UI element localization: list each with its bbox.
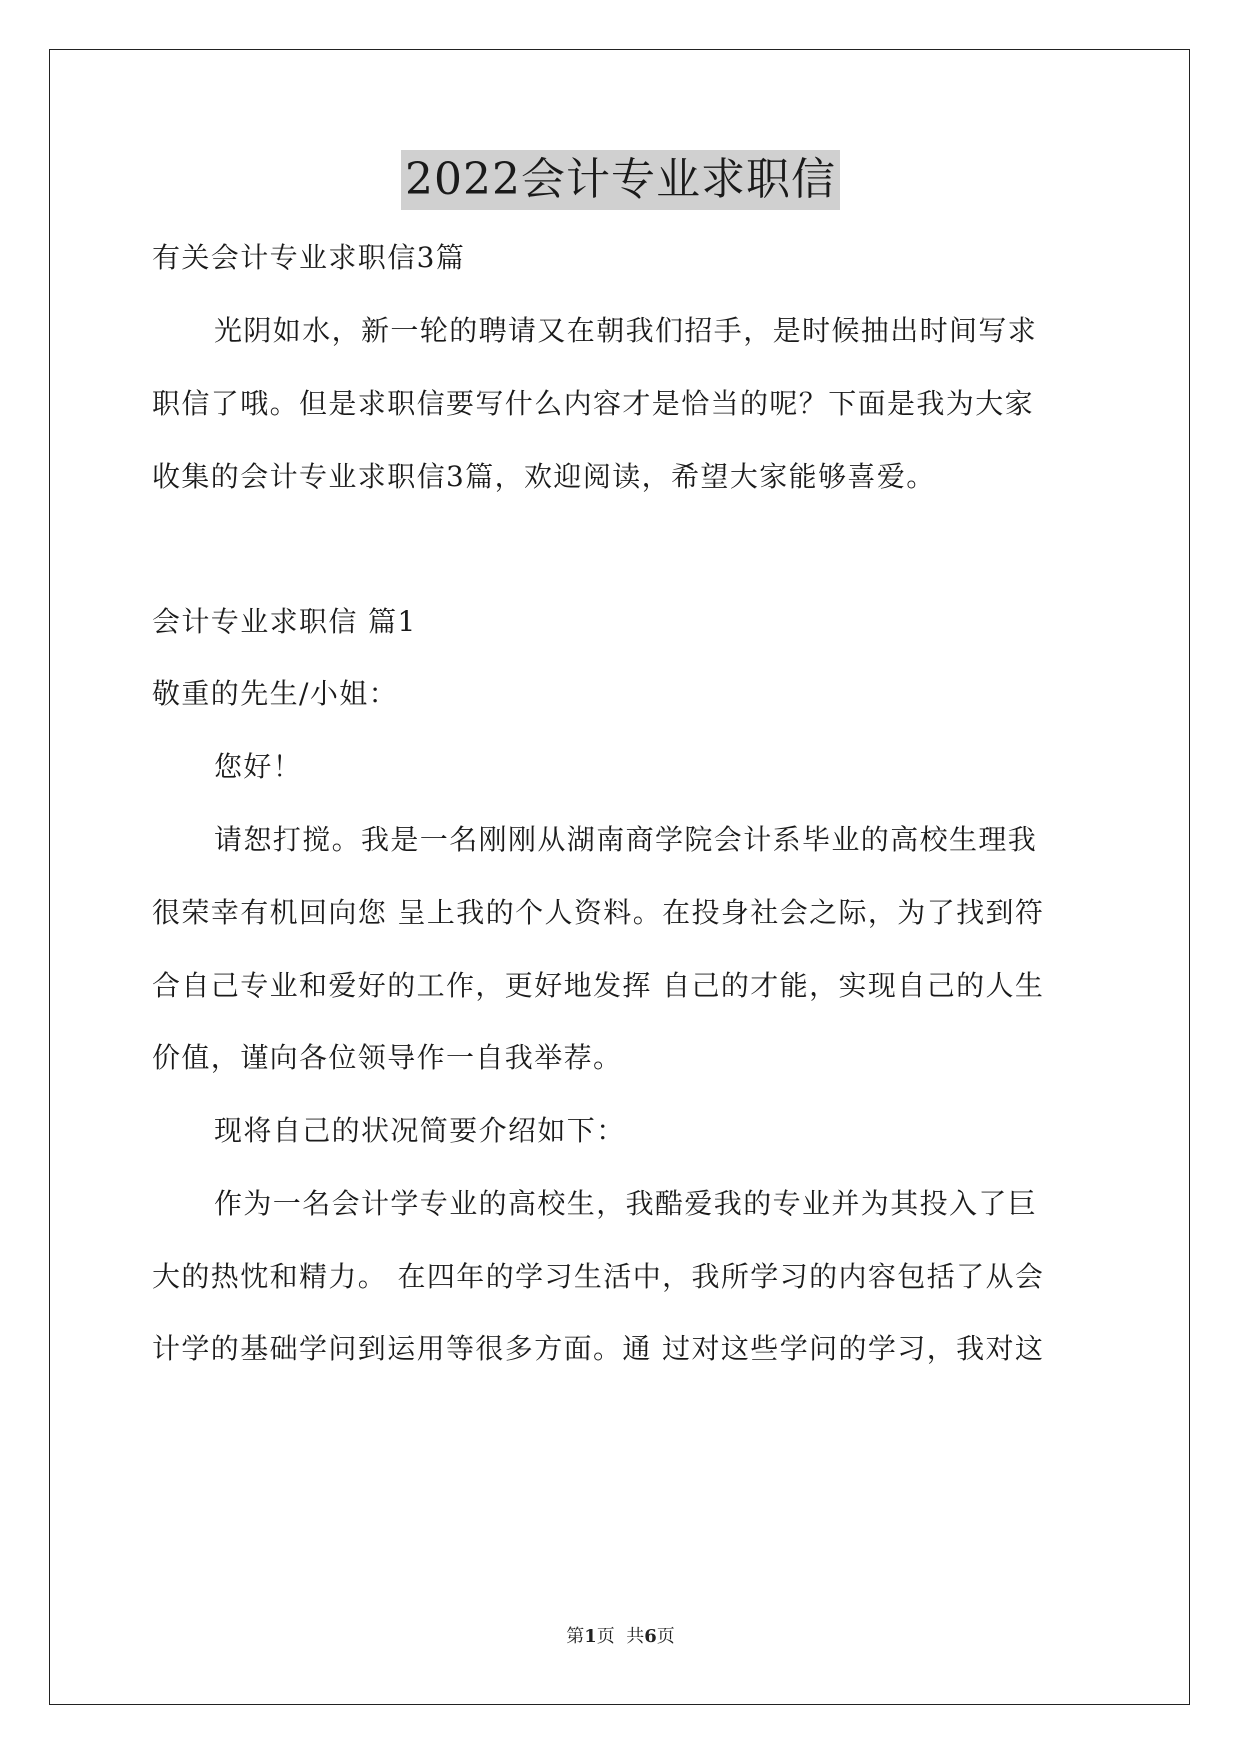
footer-mid: 页 共 [596,1626,645,1647]
page-footer [0,1622,1241,1648]
title-wrap [0,150,1241,210]
total-page-number: 6 [644,1626,657,1647]
document-title: 2022会计专业求职信 [401,150,840,210]
paragraph-line: 大的热忱和精力。 在四年的学习生活中，我所学习的内容包括了从会 [152,1260,1045,1293]
footer-suffix: 页 [656,1626,675,1647]
paragraph-line: 职信了哦。但是求职信要写什么内容才是恰当的呢？下面是我为大家 [152,387,1035,420]
paragraph-line: 光阴如水，新一轮的聘请又在朝我们招手，是时候抽出时间写求 [214,314,1038,347]
salutation: 敬重的先生/小姐： [152,677,399,710]
paragraph-line: 现将自己的状况简要介绍如下： [214,1114,626,1147]
paragraph-line: 很荣幸有机回向您 呈上我的个人资料。在投身社会之际，为了找到符 [152,896,1045,929]
paragraph-line: 计学的基础学问到运用等很多方面。通 过对这些学问的学习，我对这 [152,1332,1045,1365]
footer-prefix: 第 [566,1626,585,1647]
greeting: 您好！ [214,750,303,783]
paragraph-line: 收集的会计专业求职信3篇，欢迎阅读，希望大家能够喜爱。 [152,460,936,493]
section-heading: 会计专业求职信 篇1 [152,605,417,638]
paragraph-line: 合自己专业和爱好的工作，更好地发挥 自己的才能，实现自己的人生 [152,969,1045,1002]
page-border [49,49,1190,1705]
paragraph-line: 作为一名会计学专业的高校生，我酷爱我的专业并为其投入了巨 [214,1187,1038,1220]
paragraph-line: 价值，谨向各位领导作一自我举荐。 [152,1041,623,1074]
current-page-number: 1 [584,1626,597,1647]
document-subtitle: 有关会计专业求职信3篇 [152,241,466,274]
paragraph-line: 请恕打搅。我是一名刚刚从湖南商学院会计系毕业的高校生理我 [214,823,1038,856]
